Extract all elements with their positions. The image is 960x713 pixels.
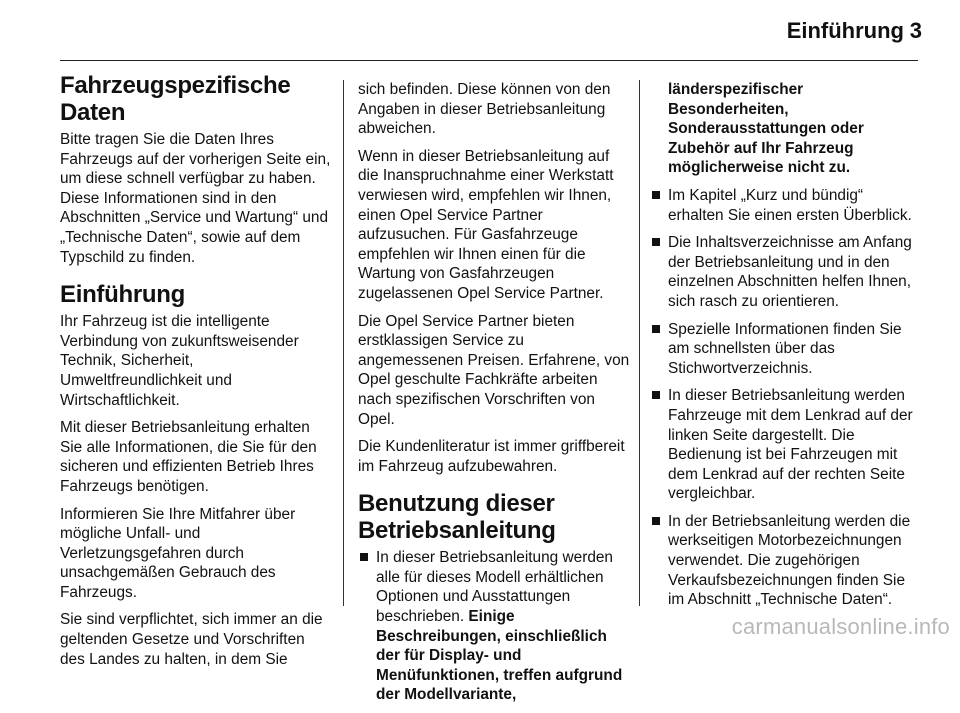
header-divider xyxy=(60,60,918,61)
list-item-bold-text: Einige Beschreibungen, einschließlich der für Display- und Menüfunktionen, treffen aufgrund der Modellvariante, xyxy=(376,608,623,704)
list-item-text: Im Kapitel „Kurz und bündig“ erhalten Sie einen ersten Überblick. xyxy=(668,186,912,224)
paragraph-literature: Die Kundenliteratur ist immer griffbereit im Fahrzeug aufzubewahren. xyxy=(358,438,625,475)
list-item xyxy=(650,386,922,504)
list-item xyxy=(650,233,922,311)
paragraph-workshop: Wenn in dieser Betriebsanleitung auf die Inanspruchnahme einer Werkstatt verwiesen wird, empfehlen wir Ihnen, einen Opel Service Partner aufzusuchen. Für Gasfahrzeuge empfehlen wir Ihnen einen für die Wartung von Gasfahrzeugen zugelassenen Opel Service Partner. xyxy=(358,147,614,302)
paragraph-intro-3: Informieren Sie Ihre Mitfahrer über mögliche Unfall- und Verletzungsgefahren durch unsachgemäßen Gebrauch des Fahrzeugs. xyxy=(60,505,296,601)
column-divider-1 xyxy=(343,80,344,606)
list-item xyxy=(650,320,922,379)
square-bullet-icon xyxy=(652,238,660,246)
column-3 xyxy=(650,80,922,618)
paragraph-intro-2: Mit dieser Betriebsanleitung erhalten Sie alle Informationen, die Sie für den sicheren und effizienten Betrieb Ihres Fahrzeugs benötigen. xyxy=(60,419,317,495)
list-item-text: Spezielle Informationen finden Sie am schnellsten über das Stichwortverzeichnis. xyxy=(668,320,902,377)
column-1 xyxy=(60,72,332,677)
heading-vehicle-data: Fahrzeugspezifische Daten xyxy=(60,72,291,126)
list-item-text: In dieser Betriebsanleitung werden alle für dieses Modell erhältlichen Optionen und Ausstattungen beschrieben. xyxy=(376,549,613,626)
watermark: carmanualsonline.info xyxy=(731,614,950,639)
list-item xyxy=(650,186,922,225)
square-bullet-icon xyxy=(652,517,660,525)
list-item-text: Die Inhaltsverzeichnisse am Anfang der Betriebsanleitung und in den einzelnen Abschnitten helfen Ihnen, sich rasch zu orientieren. xyxy=(668,234,912,310)
paragraph-intro-1: Ihr Fahrzeug ist die intelligente Verbindung von zukunftsweisender Technik, Sicherheit, Umweltfreundlichkeit und Wirtschaftlichkeit. xyxy=(60,313,299,409)
square-bullet-icon xyxy=(652,191,660,199)
page-number: 3 xyxy=(909,18,922,43)
page-header xyxy=(0,0,960,62)
column-2 xyxy=(358,80,630,713)
list-item-text: In der Betriebsanleitung werden die werkseitigen Motorbezeichnungen verwendet. Die zugehörigen Verkaufsbezeichnungen finden Sie im Abschnitt „Technische Daten“. xyxy=(668,512,911,609)
paragraph-intro-4: Sie sind verpflichtet, sich immer an die geltenden Gesetze und Vorschriften des Landes zu halten, in dem Sie xyxy=(60,611,323,668)
list-item xyxy=(358,548,630,705)
square-bullet-icon xyxy=(652,325,660,333)
square-bullet-icon xyxy=(652,391,660,399)
bullet-list xyxy=(650,186,922,610)
list-item-text: In dieser Betriebsanleitung werden Fahrzeuge mit dem Lenkrad auf der linken Seite dargestellt. Die Bedienung ist bei Fahrzeugen mit dem Lenkrad auf der rechten Seite vergleichbar. xyxy=(668,387,913,503)
paragraph-vehicle-data: Bitte tragen Sie die Daten Ihres Fahrzeugs auf der vorherigen Seite ein, um diese schnell verfügbar zu haben. Diese Informationen sind in den Abschnitten „Service und Wartung“ und „Technische Daten“, sowie auf dem Typschild zu finden. xyxy=(60,131,331,266)
chapter-title: Einführung xyxy=(786,18,904,43)
square-bullet-icon xyxy=(360,553,368,561)
heading-usage: Benutzung dieser Betriebsanleitung xyxy=(358,490,556,545)
paragraph-service-partner: Die Opel Service Partner bieten erstklassigen Service zu angemessenen Preisen. Erfahrene, von Opel geschulte Fachkräfte arbeiten nach spezifischen Vorschriften von Opel. xyxy=(358,312,630,428)
bold-continuation: länderspezifischer Besonderheiten, Sonderausstattungen oder Zubehör auf Ihr Fahrzeug möglicherweise nicht zu. xyxy=(668,81,864,177)
paragraph-continuation: sich befinden. Diese können von den Angaben in dieser Betriebsanleitung abweichen. xyxy=(358,81,611,138)
heading-introduction: Einführung xyxy=(60,281,185,309)
list-item xyxy=(650,512,922,610)
column-divider-2 xyxy=(639,80,640,606)
usage-list xyxy=(358,548,630,705)
